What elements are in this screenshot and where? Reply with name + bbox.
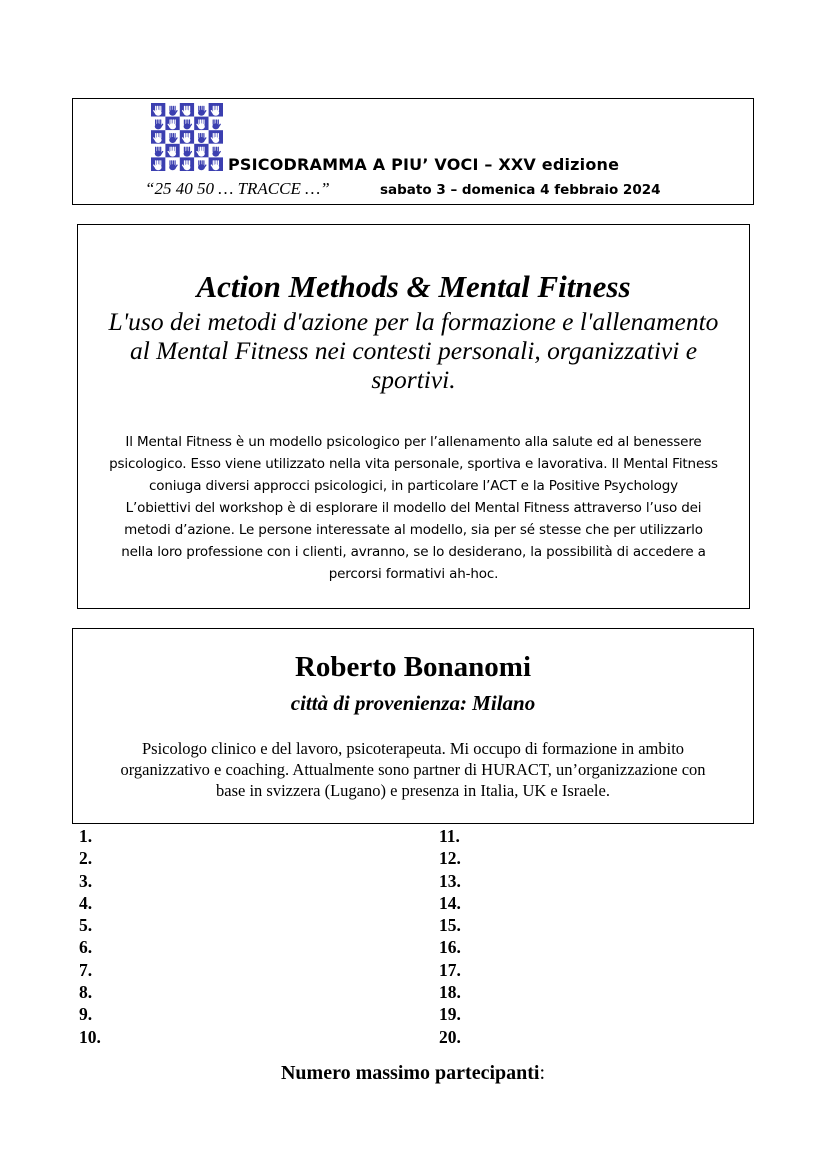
subtitle-line: L'uso dei metodi d'azione per la formazione e l'allenamento <box>108 307 719 336</box>
participants-list-right <box>439 825 461 1048</box>
description-line: coniuga diversi approcci psicologici, in particolare l’ACT e la Positive Psychology <box>149 478 678 494</box>
participant-slot: 18. <box>439 982 461 1003</box>
workshop-section <box>77 224 750 609</box>
max-participants-colon: : <box>539 1062 546 1084</box>
participant-slot: 4. <box>79 892 93 913</box>
event-header <box>72 98 754 205</box>
bio-line: Psicologo clinico e del lavoro, psicoterapeuta. Mi occupo di formazione in ambito <box>141 739 685 758</box>
participant-slot: 20. <box>439 1026 461 1047</box>
participant-slot: 15. <box>439 915 461 936</box>
participant-slot: 10. <box>79 1026 101 1047</box>
subtitle-line: sportivi. <box>371 365 456 394</box>
workshop-description <box>80 431 747 585</box>
bio-line: base in svizzera (Lugano) e presenza in Italia, UK e Israele. <box>216 781 610 800</box>
participant-slot: 12. <box>439 848 461 869</box>
speaker-section <box>72 628 754 824</box>
participant-slot: 7. <box>79 959 93 980</box>
workshop-subtitle <box>78 307 749 394</box>
participant-slot: 1. <box>79 826 93 846</box>
participant-slot: 16. <box>439 937 461 958</box>
description-line: metodi d’azione. Le persone interessate al modello, sia per sé stesse che per utilizzarlo <box>124 522 703 538</box>
participant-slot: 17. <box>439 959 461 980</box>
participant-slot: 8. <box>79 982 93 1003</box>
participant-slot: 11. <box>439 826 460 846</box>
participants-list-left <box>79 825 101 1048</box>
subtitle-line: al Mental Fitness nei contesti personali, organizzativi e <box>129 336 698 365</box>
participant-slot: 2. <box>79 848 93 869</box>
hands-logo-icon <box>151 103 223 171</box>
speaker-bio <box>83 738 743 801</box>
participant-slot: 9. <box>79 1004 93 1025</box>
description-line: Il Mental Fitness è un modello psicologico per l’allenamento alla salute ed al benessere <box>125 434 702 450</box>
participant-slot: 6. <box>79 937 93 958</box>
workshop-title: Action Methods & Mental Fitness <box>196 269 631 304</box>
description-line: psicologico. Esso viene utilizzato nella vita personale, sportiva e lavorativa. Il Mental Fitness <box>109 456 718 472</box>
description-line: L’obiettivi del workshop è di esplorare il modello del Mental Fitness attraverso l’uso dei <box>125 500 702 516</box>
max-participants <box>0 1062 826 1085</box>
description-line: nella loro professione con i clienti, avranno, se lo desiderano, la possibilità di accedere a <box>121 544 706 560</box>
speaker-name: Roberto Bonanomi <box>294 651 532 683</box>
max-participants-label: Numero massimo partecipanti <box>280 1062 540 1084</box>
speaker-city: città di provenienza: Milano <box>290 691 536 715</box>
event-motto: “25 40 50 … TRACCE …” <box>145 179 330 198</box>
participant-slot: 19. <box>439 1004 461 1025</box>
participant-slot: 14. <box>439 892 461 913</box>
participant-slot: 13. <box>439 870 461 891</box>
event-dates: sabato 3 – domenica 4 febbraio 2024 <box>380 182 661 198</box>
participant-slot: 5. <box>79 915 93 936</box>
bio-line: organizzativo e coaching. Attualmente sono partner di HURACT, un’organizzazione con <box>120 760 706 779</box>
participant-slot: 3. <box>79 870 93 891</box>
event-title: PSICODRAMMA A PIU’ VOCI – XXV edizione <box>228 155 620 174</box>
description-line: percorsi formativi ah-hoc. <box>328 566 499 582</box>
